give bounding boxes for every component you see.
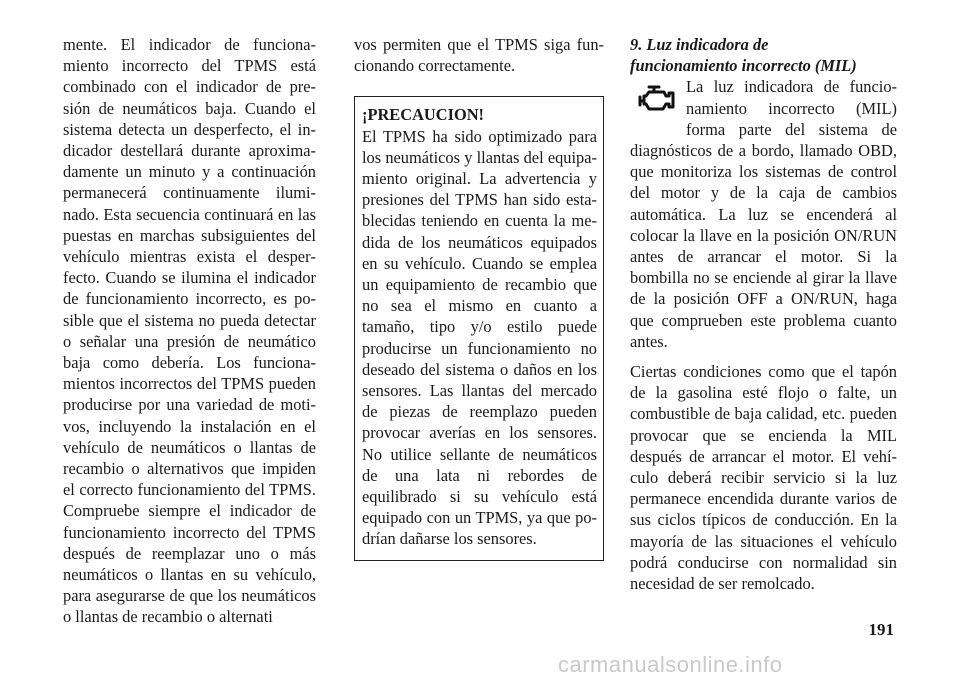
mil-paragraph-2: Ciertas condiciones como que el tapón de la gasolina esté flojo o falte, un combustible de baja calidad, etc. pueden provocar que se encienda la MIL después de arrancar el motor. El vehículo deberá recibir servicio si la luz permanece encendida durante varios de sus ciclos típicos de conducción. En la mayoría de las situaciones el vehículo podrá conducirse con normalidad sin necesidad de ser remolcado.: [630, 362, 897, 594]
watermark-text: carmanualsonline.info: [558, 652, 783, 677]
column-right: [630, 34, 897, 594]
column-left: [63, 34, 316, 628]
tpms-malfunction-paragraph: mente. El indicador de funcionamiento incorrecto del TPMS está combinado con el indicador de presión de neumáticos baja. Cuando el sistema detecta un desperfecto, el indicador destellará durante aproximadamente un minuto y a continuación permanecerá continuamente iluminado. Esta secuencia continuará en las puestas en marchas subsiguientes del vehículo mientras exista el desperfecto. Cuando se ilumina el indicador de funcionamiento incorrecto, es posible que el sistema no pueda detectar o señalar una presión de neumático baja como debería. Los funcionamientos incorrectos del TPMS pueden producirse por una variedad de motivos, incluyendo la instalación en el vehículo de neumáticos o llantas de recambio o alternativos que impiden el correcto funcionamiento del TPMS. Compruebe siempre el indicador de funcionamiento incorrecto del TPMS después de reemplazar uno o más neumáticos o llantas en su vehículo, para asegurarse de que los neumáticos o llantas de recambio o alternati: [63, 35, 316, 627]
section-heading-line2: funcionamiento incorrecto (MIL): [630, 56, 857, 76]
check-engine-icon: [638, 79, 678, 121]
column-middle: [354, 34, 604, 561]
warning-box: [354, 96, 604, 560]
mil-paragraph-1: La luz indicadora de funcionamiento incorrecto (MIL) forma parte del sistema de diagnósticos de a bordo, llamado OBD, que monitoriza los sistemas de control del motor y de la caja de cambios automática. La luz se encenderá al colocar la llave en la posición ON/RUN antes de arrancar el motor. Si la bombilla no se enciende al girar la llave de la posición OFF a ON/RUN, haga que comprueben este problema cuanto antes.: [630, 77, 897, 351]
tpms-continuation-paragraph: vos permiten que el TPMS siga funcionando correctamente.: [354, 35, 604, 76]
section-heading-line1: 9. Luz indicadora de: [630, 35, 769, 54]
warning-body: El TPMS ha sido optimizado para los neumáticos y llantas del equipamiento original. La advertencia y presiones del TPMS han sido establecidas teniendo en cuenta la medida de los neumáticos equipados en su vehículo. Cuando se emplea un equipamiento de recambio que no sea el mismo en cuanto a tamaño, tipo y/o estilo puede producirse un funcionamiento no deseado del sistema o daños en los sensores. Las llantas del mercado de piezas de reemplazo pueden provocar averías en los sensores. No utilice sellante de neumáticos de una lata ni rebordes de equilibrado si su vehículo está equipado con un TPMS, ya que podrían dañarse los sensores.: [362, 126, 597, 549]
warning-title: ¡PRECAUCION!: [362, 105, 485, 125]
page-number: 191: [868, 620, 894, 639]
mil-description: [630, 76, 897, 352]
